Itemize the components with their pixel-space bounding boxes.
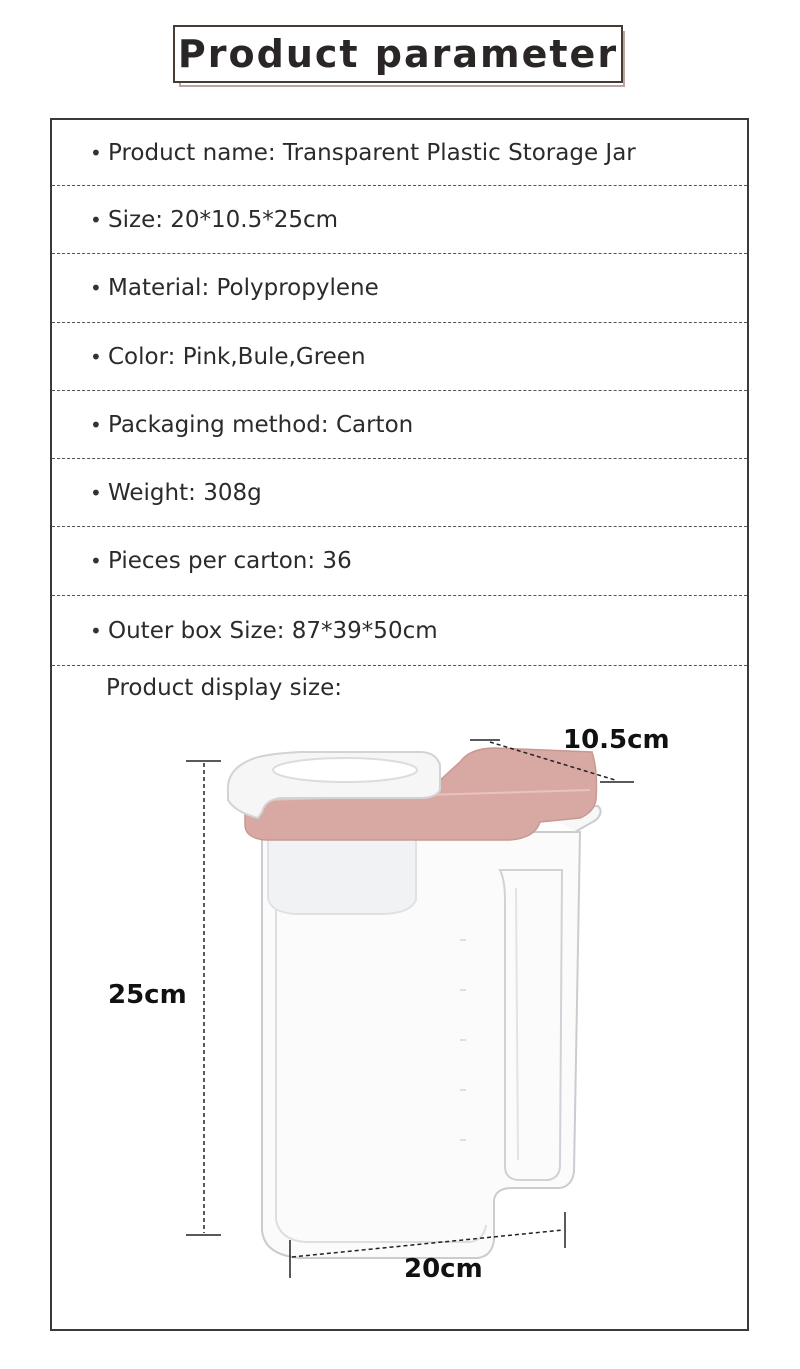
param-label: Packaging method: Carton — [108, 411, 414, 438]
width-label: 20cm — [404, 1254, 483, 1284]
bullet-icon: • — [90, 412, 102, 437]
inner-cylinder — [268, 838, 416, 914]
cap-top — [273, 758, 417, 782]
bullet-icon: • — [90, 140, 102, 165]
param-label: Product name: Transparent Plastic Storage Jar — [108, 139, 636, 166]
param-label: Color: Pink,Bule,Green — [108, 343, 366, 370]
bullet-icon: • — [90, 549, 102, 573]
param-label: Outer box Size: 87*39*50cm — [108, 617, 438, 644]
bullet-icon: • — [90, 618, 102, 643]
display-size-label: Product display size: — [106, 675, 342, 701]
height-dimension-line — [186, 761, 221, 1235]
param-label: Pieces per carton: 36 — [108, 548, 352, 574]
height-label: 25cm — [108, 980, 187, 1010]
bullet-icon: • — [90, 276, 102, 300]
bullet-icon: • — [90, 344, 102, 369]
page-title: Product parameter — [177, 32, 619, 76]
param-label: Size: 20*10.5*25cm — [108, 206, 339, 233]
depth-label: 10.5cm — [563, 725, 670, 755]
param-label: Weight: 308g — [108, 479, 262, 506]
param-label: Material: Polypropylene — [108, 275, 379, 301]
bullet-icon: • — [90, 480, 102, 505]
bullet-icon: • — [90, 207, 102, 232]
